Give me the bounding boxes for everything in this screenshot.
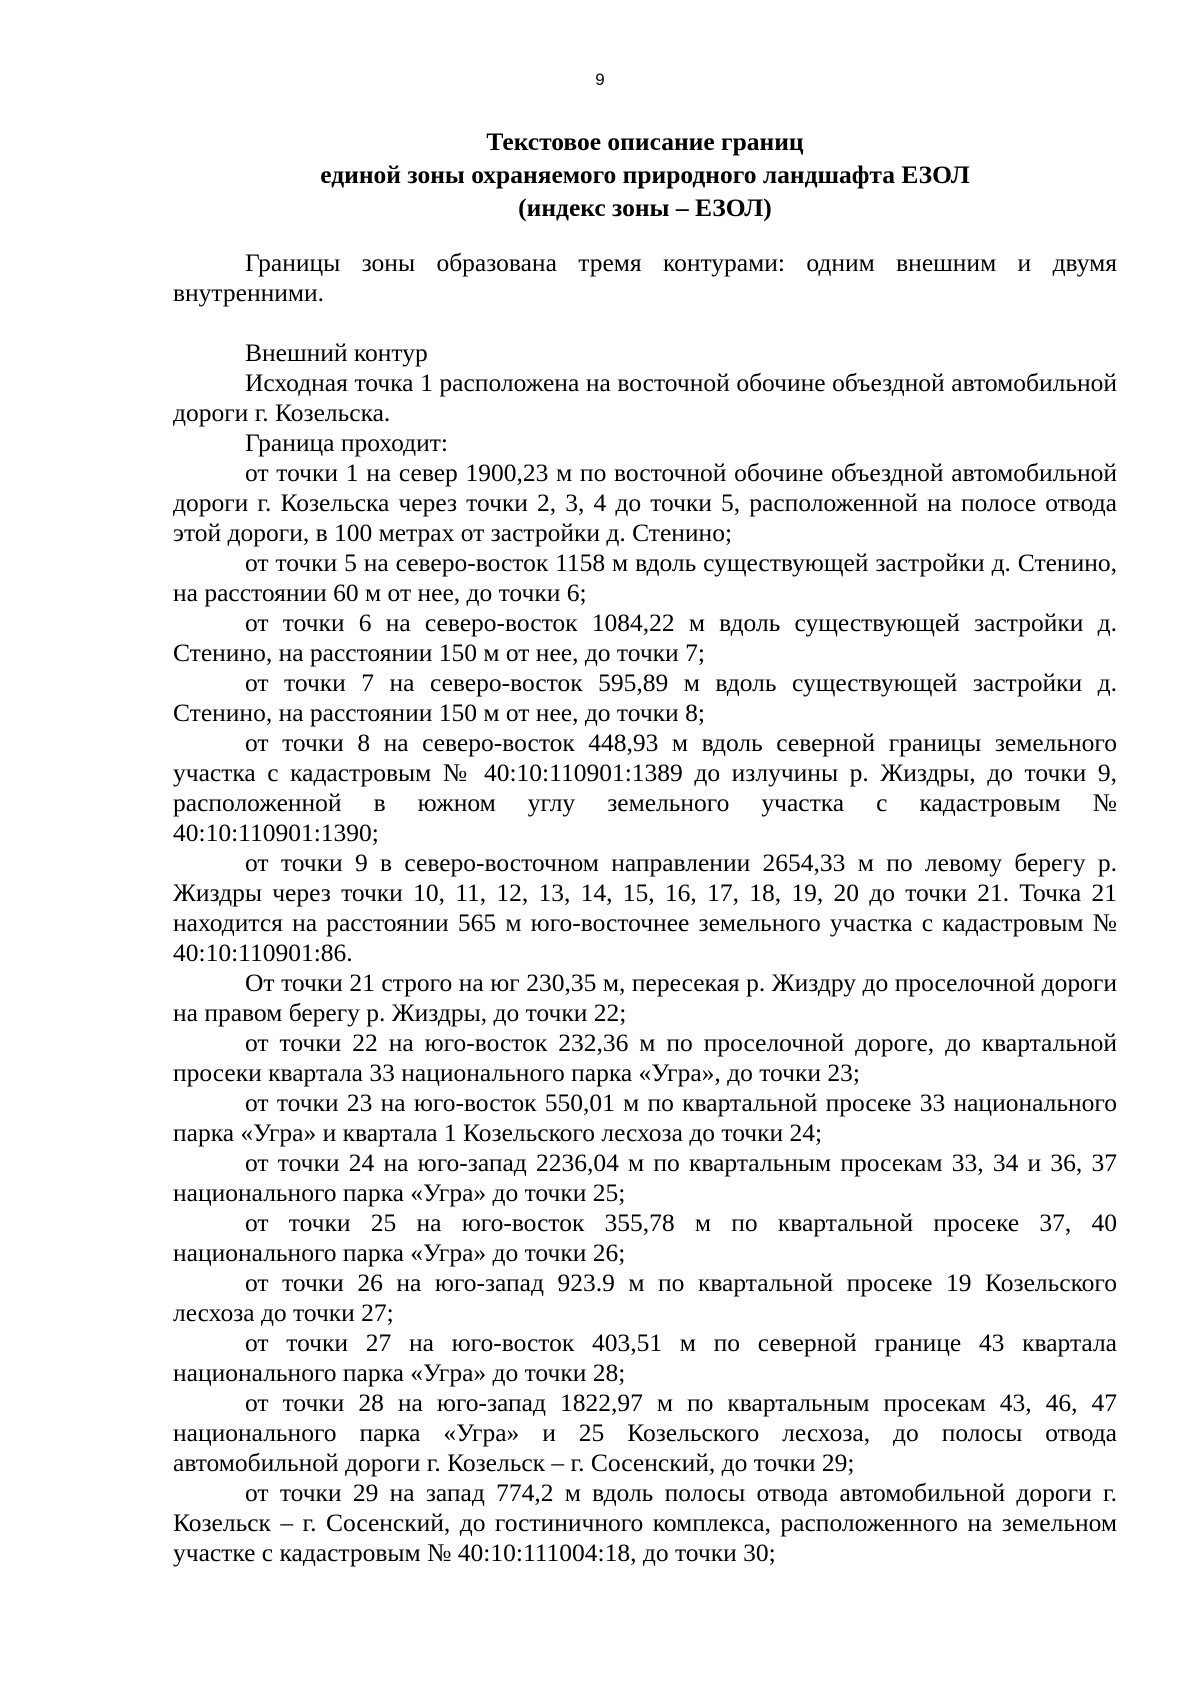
paragraph-boundary-passes: Граница проходит:	[245, 428, 448, 457]
paragraph-segment: от точки 24 на юго-запад 2236,04 м по квартальным просекам 33, 34 и 36, 37 национального парка «Угра» до точки 25;	[173, 1148, 1117, 1207]
paragraph-segment: от точки 5 на северо-восток 1158 м вдоль существующей застройки д. Стенино, на расстоянии 60 м от нее, до точки 6;	[173, 548, 1117, 607]
document-title	[173, 125, 1117, 224]
title-line-1: Текстовое описание границ	[486, 127, 804, 156]
paragraph-segment: от точки 25 на юго-восток 355,78 м по квартальной просеке 37, 40 национального парка «Угра» до точки 26;	[173, 1208, 1117, 1267]
title-line-2: единой зоны охраняемого природного ландшафта ЕЗОЛ	[320, 160, 970, 189]
paragraph-segment: от точки 22 на юго-восток 232,36 м по проселочной дороге, до квартальной просеки квартала 33 национального парка «Угра», до точки 23;	[173, 1028, 1117, 1087]
paragraph-segment: от точки 7 на северо-восток 595,89 м вдоль существующей застройки д. Стенино, на расстоянии 150 м от нее, до точки 8;	[173, 668, 1117, 727]
paragraph-segment: от точки 23 на юго-восток 550,01 м по квартальной просеке 33 национального парка «Угра» и квартала 1 Козельского лесхоза до точки 24;	[173, 1088, 1117, 1147]
paragraph-segment: от точки 29 на запад 774,2 м вдоль полосы отвода автомобильной дороги г. Козельск – г. Сосенский, до гостиничного комплекса, расположенного на земельном участке с кадастровым № 40:10:111004:18, до точки 30;	[173, 1478, 1117, 1567]
paragraph-segment: от точки 28 на юго-запад 1822,97 м по квартальным просекам 43, 46, 47 национального парка «Угра» и 25 Козельского лесхоза, до полосы отвода автомобильной дороги г. Козельск – г. Сосенский, до точки 29;	[173, 1388, 1117, 1477]
paragraph-intro: Границы зоны образована тремя контурами: одним внешним и двумя внутренними.	[173, 248, 1117, 307]
paragraph-segment: от точки 27 на юго-восток 403,51 м по северной границе 43 квартала национального парка «Угра» до точки 28;	[173, 1328, 1117, 1387]
paragraph-segment: От точки 21 строго на юг 230,35 м, пересекая р. Жиздру до проселочной дороги на правом берегу р. Жиздры, до точки 22;	[173, 968, 1117, 1027]
paragraph-segment: от точки 1 на север 1900,23 м по восточной обочине объездной автомобильной дороги г. Козельска через точки 2, 3, 4 до точки 5, расположенной на полосе отвода этой дороги, в 100 метрах от застройки д. Стенино;	[173, 458, 1117, 547]
paragraph-segment: от точки 6 на северо-восток 1084,22 м вдоль существующей застройки д. Стенино, на расстоянии 150 м от нее, до точки 7;	[173, 608, 1117, 667]
paragraph-segment: от точки 26 на юго-запад 923.9 м по квартальной просеке 19 Козельского лесхоза до точки 27;	[173, 1268, 1117, 1327]
paragraph-outer-contour-heading: Внешний контур	[245, 338, 428, 367]
document-body	[173, 248, 1117, 1568]
paragraph-segment: от точки 8 на северо-восток 448,93 м вдоль северной границы земельного участка с кадастровым № 40:10:110901:1389 до излучины р. Жиздры, до точки 9, расположенной в южном углу земельного участка с кадастровым № 40:10:110901:1390;	[173, 728, 1117, 847]
page-number: 9	[595, 70, 605, 89]
title-line-3: (индекс зоны – ЕЗОЛ)	[518, 193, 772, 222]
paragraph-segment: от точки 9 в северо-восточном направлении 2654,33 м по левому берегу р. Жиздры через точки 10, 11, 12, 13, 14, 15, 16, 17, 18, 19, 20 до точки 21. Точка 21 находится на расстоянии 565 м юго-восточнее земельного участка с кадастровым № 40:10:110901:86.	[173, 848, 1117, 967]
paragraph-start-point: Исходная точка 1 расположена на восточной обочине объездной автомобильной дороги г. Козельска.	[173, 368, 1117, 427]
